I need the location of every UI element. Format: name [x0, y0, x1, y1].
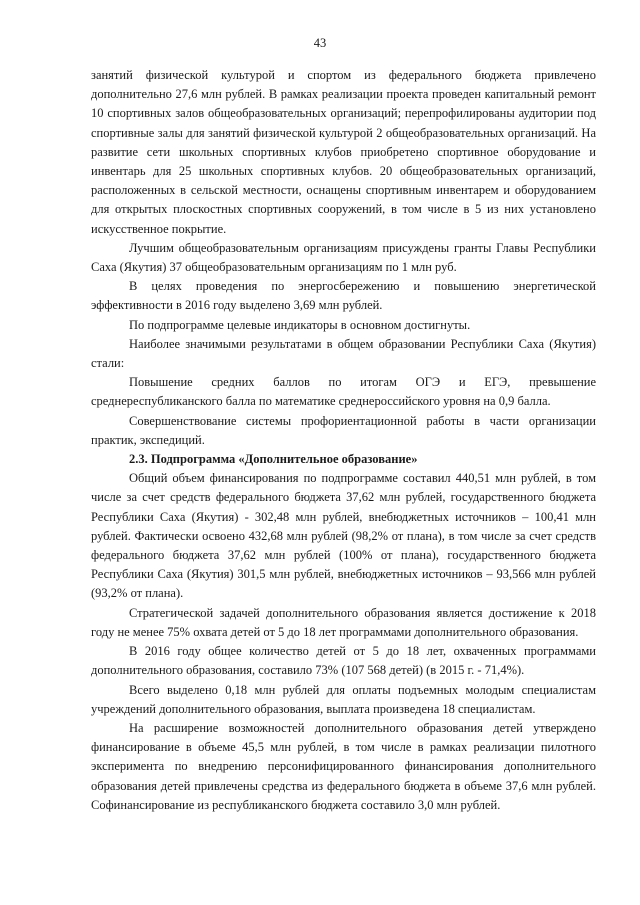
paragraph-personified-financing: На расширение возможностей дополнительного образования детей утверждено финансирование в объеме 45,5 млн рублей, в том числе в рамках реализации пилотного эксперимента по внедрению персонифицированного финансирования дополнительного образования детей привлечены средства из федерального бюджета в объеме 37,6 млн рублей. Софинансирование из республиканского бюджета составило 3,0 млн рублей. [91, 720, 596, 812]
section-heading: 2.3. Подпрограмма «Дополнительное образование» [129, 452, 418, 467]
paragraph-strategic-goal: Стратегической задачей дополнительного образования является достижение к 2018 году не менее 75% охвата детей от 5 до 18 лет программами дополнительного образования. [91, 605, 596, 639]
paragraph-financing-total: Общий объем финансирования по подпрограмме составил 440,51 млн рублей, в том числе за счет средств федерального бюджета 37,62 млн рублей, государственного бюджета Республики Саха (Якутия) - 302,48 млн рублей, внебюджетных источников – 100,41 млн рублей. Фактически освоено 432,68 млн рублей (98,2% от плана), в том числе за счет средств федерального бюджета 37,62 млн рублей (100% от плана), государственного бюджета Республики Саха (Якутия) 301,5 млн рублей, внебюджетных источников – 93,566 млн рублей (93,2% от плана). [91, 471, 596, 601]
paragraph-coverage-2016: В 2016 году общее количество детей от 5 до 18 лет, охваченных программами дополнительного образования, составило 73% (107 568 детей) (в 2015 г. - 71,4%). [91, 644, 596, 678]
paragraph-energy-saving: В целях проведения по энергосбережению и повышению энергетической эффективности в 2016 году выделено 3,69 млн рублей. [91, 279, 596, 313]
paragraph-results-intro: Наиболее значимыми результатами в общем образовании Республики Саха (Якутия) стали: [91, 336, 596, 371]
paragraph-indicators: По подпрограмме целевые индикаторы в основном достигнуты. [129, 317, 471, 332]
paragraph-career-guidance: Совершенствование системы профориентационной работы в части организации практик, экспедиций. [91, 413, 596, 447]
document-body [91, 66, 596, 815]
paragraph-exam-scores: Повышение средних баллов по итогам ОГЭ и ЕГЭ, превышение среднереспубликанского балла по математике среднероссийского уровня на 0,9 балла. [91, 375, 596, 409]
paragraph-grants: Лучшим общеобразовательным организациям присуждены гранты Главы Республики Саха (Якутия) 37 общеобразовательным организациям по 1 млн руб. [91, 240, 596, 275]
page-number: 43 [313, 36, 327, 50]
paragraph-young-specialists: Всего выделено 0,18 млн рублей для оплаты подъемных молодым специалистам учреждений дополнительного образования, выплата произведена 18 специалистам. [91, 682, 596, 716]
paragraph-sports-funding: занятий физической культурой и спортом из федерального бюджета привлечено дополнительно 27,6 млн рублей. В рамках реализации проекта проведен капитальный ремонт 10 спортивных залов общеобразовательных организаций; перепрофилированы аудитории под спортивные залы для занятий физической культурой 2 общеобразовательных организаций. На развитие сети школьных спортивных клубов приобретено спортивное оборудование и инвентарь для 25 школьных спортивных клубов. 20 общеобразовательных организаций, расположенных в сельской местности, оснащены спортивным инвентарем и оборудованием для открытых плоскостных спортивных сооружений, в том числе в 5 из них установлено искусственное покрытие. [91, 68, 596, 236]
